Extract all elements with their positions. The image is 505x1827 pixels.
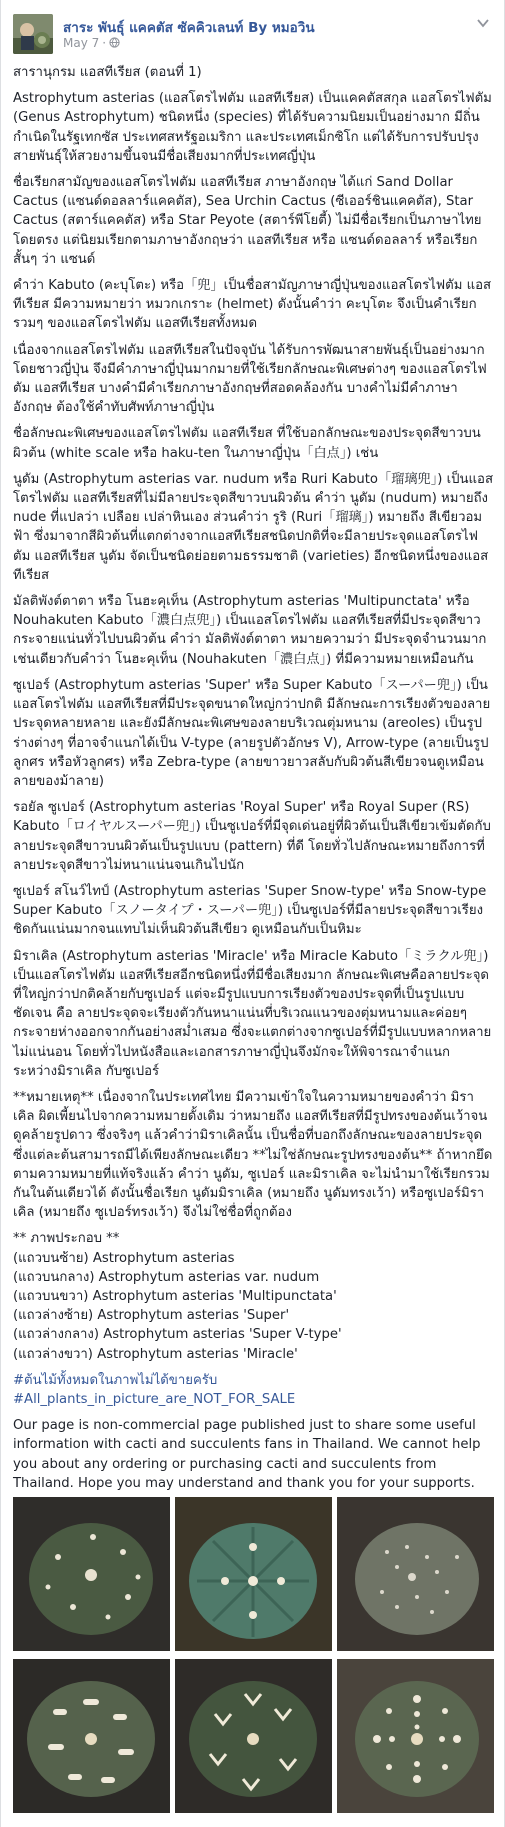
paragraph-note: **หมายเหตุ** เนื่องจากในประเทศไทย มีความเข้าใจในความหมายของคำว่า มิราเคิล ผิดเพี้ยนไปจากความหมายดั้งเดิม ว่าหมายถึง แอสทีเรียสที่มีรูปทรงของต้นเว้าจนดูคล้ายรูปดาว ซึ่งจริงๆ แล้วคำว่ามิราเคิลนั้น เป็นชื่อที่บอกถึงลักษณะของลายประจุด ซึ่งแต่ละต้นสามารถมีได้เพียงลักษณะเดียว **ไม่ใช่ลักษณะรูปทรงของต้น** ถ้าหากยึดตามความหมายที่แท้จริงแล้ว คำว่า นูดัม, ซูเปอร์ และมิราเคิล จะไม่นำมาใช้เรียกรวมกันในต้นเดียวได้ ดังนั้นชื่อเรียก นูดัมมิราเคิล (หมายถึง นูดัมทรงเว้า) หรือซูเปอร์มิราเคิล (หมายถึง ซูเปอร์ทรงเว้า) จึงไม่ใช่ชื่อที่ถูกต้อง: [13, 1089, 493, 1221]
hashtag-link[interactable]: #ต้นไม้ทั้งหมดในภาพไม่ได้ขายครับ: [13, 1372, 218, 1388]
cactus-photo-image: [337, 1497, 494, 1651]
legend-item: (แถวบนกลาง) Astrophytum asterias var. nudum: [13, 1269, 320, 1285]
paragraph-kabuto: คำว่า Kabuto (คะบุโตะ) หรือ「兜」เป็นชื่อสามัญภาษาญี่ปุ่นของแอสโตรไฟตัม แอสทีเรียส มีความหมายว่า หมวกเกราะ (helmet) ดังนั้นคำว่า คะบุโตะ จึงเป็นคำเรียกรวมๆ ของแอสโตรไฟตัม แอสทีเรียสทั้งหมด: [13, 278, 492, 332]
paragraph-royal-super: รอยัล ซูเปอร์ (Astrophytum asterias 'Royal Super' หรือ Royal Super (RS) Kabuto「ロイヤルスーパー兜」) เป็นซูเปอร์ที่มีจุดเด่นอยู่ที่ผิวต้นเป็นสีเขียวเข้มตัดกับลายประจุดสีขาวบนผิวต้นเป็นรูปแบบ (pattern) ที่ดี โดยทั่วไปลักษณะหมายถึงการที่ลายประจุดสีขาวไม่หนาแน่นจนเกินไปนัก: [13, 800, 491, 873]
paragraph-snow-type: ซูเปอร์ สโนว์ไทป์ (Astrophytum asterias 'Super Snow-type' หรือ Snow-type Super Kabuto「スノータイプ・スーパー兜」) เป็นซูเปอร์ที่มีลายประจุดสีขาวเรียงชิดกันแน่นมากจนแทบไม่เห็นผิวต้นสีเขียว ดูเหมือนกับเป็นหิมะ: [13, 883, 487, 938]
legend-item: (แถวล่างกลาง) Astrophytum asterias 'Super V-type': [13, 1327, 342, 1343]
paragraph-multipunctata: มัลติพังต์ตาตา หรือ โนฮะคุเท็น (Astrophytum asterias 'Multipunctata' หรือ Nouhakuten Kabuto「濃白点兜」) เป็นแอสโตรไฟตัม แอสทีเรียสที่มีประจุดสีขาวกระจายแน่นทั่วไปบนผิวต้น คำว่า มัลติพังต์ตาตา หมายความว่า มีประจุดจำนวนมาก เช่นเดียวกับคำว่า โนฮะคุเท็น (Nouhakuten「濃白点」) ที่มีความหมายเหมือนกัน: [13, 594, 487, 667]
photo-legend: [13, 1229, 494, 1363]
paragraph-white-scale: ชื่อลักษณะพิเศษของแอสโตรไฟตัม แอสทีเรียส ที่ใช้บอกลักษณะของประจุดสีขาวบนผิวต้น (white scale หรือ haku-ten ในภาษาญี่ปุ่น「白点」) เช่น: [13, 426, 481, 461]
legend-item: (แถวบนขวา) Astrophytum asterias 'Multipunctata': [13, 1288, 337, 1304]
legend-item: (แถวล่างซ้าย) Astrophytum asterias 'Super': [13, 1308, 290, 1324]
photo-miracle[interactable]: [337, 1659, 494, 1813]
cactus-photo-image: [13, 1497, 170, 1651]
cactus-photo-image: [337, 1659, 494, 1813]
photo-gallery: [13, 1497, 494, 1813]
page-name-link[interactable]: สาระ พันธุ์ แคคตัส ซัคคิวเลนท์ By หมอวิน: [63, 20, 315, 36]
hashtag-link[interactable]: #All_plants_in_picture_are_NOT_FOR_SALE: [13, 1392, 296, 1407]
post-body: [13, 63, 494, 1500]
photo-super[interactable]: [13, 1659, 170, 1813]
paragraph-japanese-terms: เนื่องจากแอสโตรไฟตัม แอสทีเรียสในปัจจุบัน ได้รับการพัฒนาสายพันธุ์เป็นอย่างมากโดยชาวญี่ปุ่น จึงมีคำภาษาญี่ปุ่นมากมายที่ใช้เรียกลักษณะพิเศษต่างๆ ของแอสโตรไฟตัม แอสทีเรียส บางคำมีคำเรียกภาษาอังกฤษที่สอดคล้องกัน บางคำไม่มีคำภาษาอังกฤษ ต้องใช้คำทับศัพท์ภาษาญี่ปุ่น: [13, 342, 487, 416]
english-notice: Our page is non-commercial page published just to share some useful information with cacti and succulents fans in Thailand. We cannot help you about any ordering or purchasing cacti and succulents from Thailand. Hope you may understand and thank you for your supports.: [13, 1418, 481, 1491]
photo-asterias[interactable]: [13, 1497, 170, 1651]
cactus-photo-image: [13, 1659, 170, 1813]
hashtags: [13, 1371, 494, 1409]
paragraph-nudum: นูดัม (Astrophytum asterias var. nudum หรือ Ruri Kabuto「瑠璃兜」) เป็นแอสโตรไฟตัม แอสทีเรียสที่ไม่มีลายประจุดสีขาวบนผิวต้น คำว่า นูดัม (nudum) หมายถึง nude ที่แปลว่า เปลือย เปล่าหินเอง ส่วนคำว่า รูริ (Ruri「瑠璃」) หมายถึง สีเขียวอมฟ้า ซึ่งมาจากสีผิวต้นที่แตกต่างจากแอสทีเรียสชนิดปกติที่จะมีลายประจุดแอสโตรไฟตัม แอสทีเรียส นูดัม จัดเป็นชนิดย่อยตามธรรมชาติ (varieties) อีกชนิดหนึ่งของแอสทีเรียส: [13, 471, 493, 583]
chevron-down-icon[interactable]: [476, 16, 490, 30]
post-title: สารานุกรม แอสทีเรียส (ตอนที่ 1): [13, 65, 202, 80]
legend-item: (แถวบนซ้าย) Astrophytum asterias: [13, 1250, 235, 1266]
meta-separator: ·: [102, 36, 107, 50]
paragraph-miracle: มิราเคิล (Astrophytum asterias 'Miracle' หรือ Miracle Kabuto「ミラクル兜」) เป็นแอสโตรไฟตัม แอสทีเรียสอีกชนิดหนึ่งที่มีชื่อเสียงมาก ลักษณะพิเศษคือลายประจุดที่ใหญ่กว่าปกติคล้ายกับซูเปอร์ แต่จะมีรูปแบบการเรียงตัวของประจุดที่เป็นรูปแบบชัดเจน คือ ลายประจุดจะเรียงตัวกันหนาแน่นที่บริเวณแนวของตุ่มหนามและค่อยๆ กระจายห่างออกจากกันอย่างสม่ำเสมอ ซึ่งจะแตกต่างจากซูเปอร์ที่มีรูปแบบหลากหลายไม่แน่นอน โดยทั่วไปหนังสือและเอกสารภาษาญี่ปุ่นจึงมักจะให้พิจารณาจำแนกระหว่างมิราเคิล กับซูเปอร์: [13, 948, 492, 1079]
post-header: [13, 12, 494, 54]
globe-icon: [109, 37, 120, 48]
paragraph-intro: Astrophytum asterias (แอสโตรไฟตัม แอสทีเรียส) เป็นแคคตัสสกุล แอสโตรไฟตัม (Genus Astrophytum) ชนิดหนึ่ง (species) ที่ได้รับความนิยมเป็นอย่างมาก มีถิ่นกำเนิดในรัฐเทกซัส ประเทศสหรัฐอเมริกา และประเทศเม็กซิโก แต่ได้รับการปรับปรุงสายพันธุ์ให้สวยงามขึ้นจนมีชื่อเสียงมากที่ประเทศญี่ปุ่น: [13, 91, 492, 164]
photo-nudum[interactable]: [175, 1497, 332, 1651]
legend-title: ** ภาพประกอบ **: [13, 1231, 120, 1247]
cactus-photo-image: [175, 1659, 332, 1813]
paragraph-super: ซูเปอร์ (Astrophytum asterias 'Super' หรือ Super Kabuto「スーパー兜」) เป็นแอสโตรไฟตัม แอสทีเรียสที่มีประจุดขนาดใหญ่กว่าปกติ มีลักษณะการเรียงตัวของลายประจุดหลายหลาย และยังมีลักษณะพิเศษของลายบริเวณตุ่มหนาม (areoles) เป็นรูปร่างต่างๆ ที่อาจจำแนกได้เป็น V-type (ลายรูปตัวอักษร V), Arrow-type (ลายเป็นรูปลูกศร หรือหัวลูกศร) หรือ Zebra-type (ลายขาวยาวสลับกับผิวต้นสีเขียวจนดูเหมือนลายของม้าลาย): [13, 677, 491, 789]
photo-super-v-type[interactable]: [175, 1659, 332, 1813]
photo-multipunctata[interactable]: [337, 1497, 494, 1651]
post-date-link[interactable]: May 7: [63, 36, 100, 50]
cactus-photo-image: [175, 1497, 332, 1651]
legend-item: (แถวล่างขวา) Astrophytum asterias 'Miracle': [13, 1346, 298, 1362]
page-avatar[interactable]: [13, 14, 53, 54]
post-meta: [63, 36, 120, 50]
paragraph-common-names: ชื่อเรียกสามัญของแอสโตรไฟตัม แอสทีเรียส ภาษาอังกฤษ ได้แก่ Sand Dollar Cactus (แซนด์ดอลลาร์แคคตัส), Sea Urchin Cactus (ซีเออร์ชินแคคตัส), Star Cactus (สตาร์แคคตัส) หรือ Star Peyote (สตาร์พีโยตี้) ไม่มีชื่อเรียกเป็นภาษาไทยโดยตรง แต่นิยมเรียกตามภาษาอังกฤษว่า แอสทีเรียส หรือ แซนด์ดอลลาร์ หรือเรียกสั้นๆ ว่า แซนด์: [13, 175, 482, 267]
